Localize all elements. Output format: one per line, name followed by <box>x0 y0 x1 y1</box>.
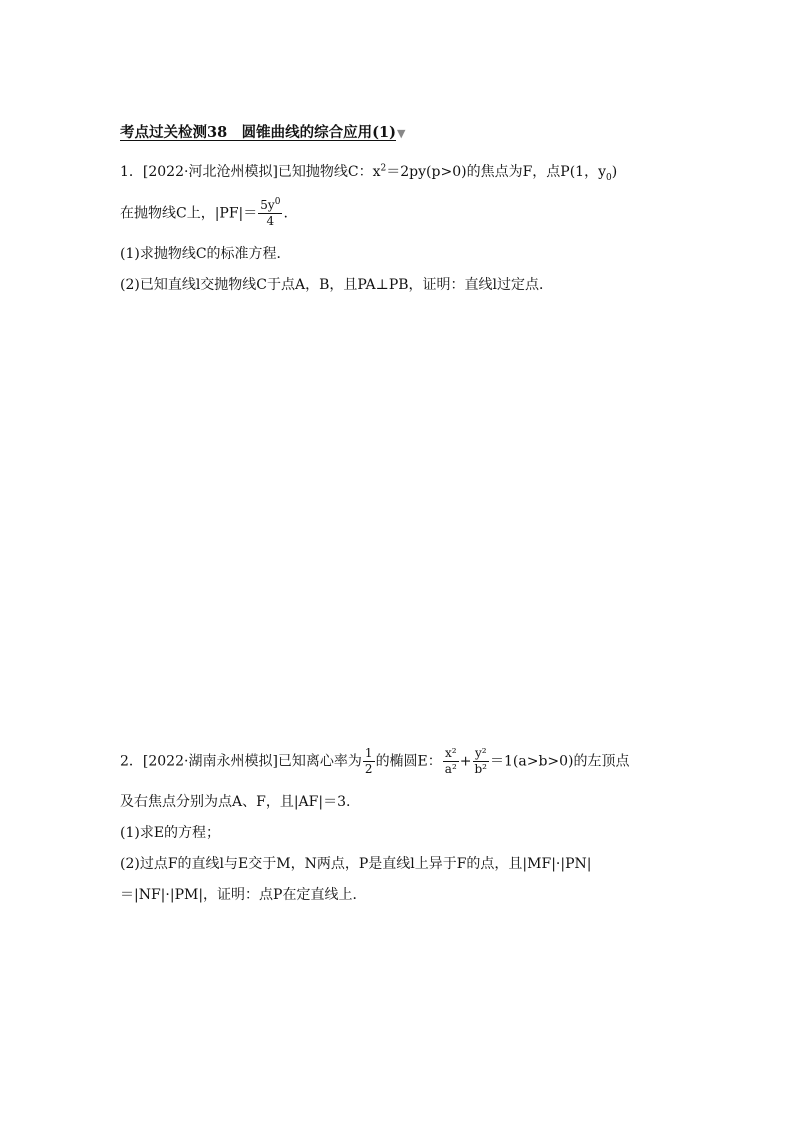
fraction-eccentricity <box>363 746 375 777</box>
fraction-denominator: 4 <box>266 214 275 228</box>
problem-2-part-2-line-2: ＝|NF|·|PM|，证明：点P在定直线上． <box>120 887 367 903</box>
problem-2-line-2: 及右焦点分别为点A、F，且|AF|＝3. <box>120 794 351 810</box>
problem-1-text: 1．[2022·河北沧州模拟]已知抛物线C：x <box>120 164 381 180</box>
problem-2-part-2-line-1: (2)过点F的直线l与E交于M，N两点，P是直线l上异于F的点，且|MF|·|PN| <box>120 856 592 872</box>
fraction-pf <box>258 198 282 229</box>
triangle-down-icon: ▼ <box>397 127 406 140</box>
fraction-denominator: a² <box>444 762 457 776</box>
fraction-numerator: 1 <box>364 746 373 760</box>
problem-2-text: 的椭圆E： <box>375 753 442 770</box>
problem-2-text: 2．[2022·湖南永州模拟]已知离心率为 <box>120 753 362 770</box>
fraction-numerator: x² <box>443 746 459 762</box>
problem-1-text: 在抛物线C上，|PF|＝ <box>120 205 258 222</box>
problem-2-text: ＝1(a>b>0)的左顶点 <box>490 753 630 770</box>
problem-1-text: ＝2py(p>0)的焦点为F，点P(1，y <box>386 164 606 180</box>
exponent: 0 <box>274 197 281 207</box>
exponent: 2 <box>380 163 387 174</box>
problem-2-line-1 <box>120 746 630 777</box>
fraction-denominator: 2 <box>364 762 373 776</box>
problem-1-part-2: (2)已知直线l交抛物线C于点A，B，且PA⊥PB，证明：直线l过定点． <box>120 277 554 293</box>
fraction-x-over-a <box>443 746 459 777</box>
title-text: 考点过关检测38 圆锥曲线的综合应用(1) <box>120 124 396 141</box>
problem-1-text: . <box>283 205 288 222</box>
numerator-text: 5y <box>260 198 275 212</box>
subscript: 0 <box>605 172 612 183</box>
fraction-numerator <box>258 198 282 214</box>
problem-1-line-1 <box>120 162 617 182</box>
fraction-y-over-b <box>473 746 490 777</box>
page-title <box>120 121 405 142</box>
plus-sign: + <box>459 753 472 770</box>
problem-1-line-2 <box>120 198 288 229</box>
fraction-numerator: y² <box>473 746 490 762</box>
problem-2-part-1: (1)求E的方程； <box>120 825 221 841</box>
problem-1-text: ) <box>611 164 618 180</box>
fraction-denominator: b² <box>474 762 487 776</box>
problem-1-part-1: (1)求抛物线C的标准方程． <box>120 246 291 262</box>
